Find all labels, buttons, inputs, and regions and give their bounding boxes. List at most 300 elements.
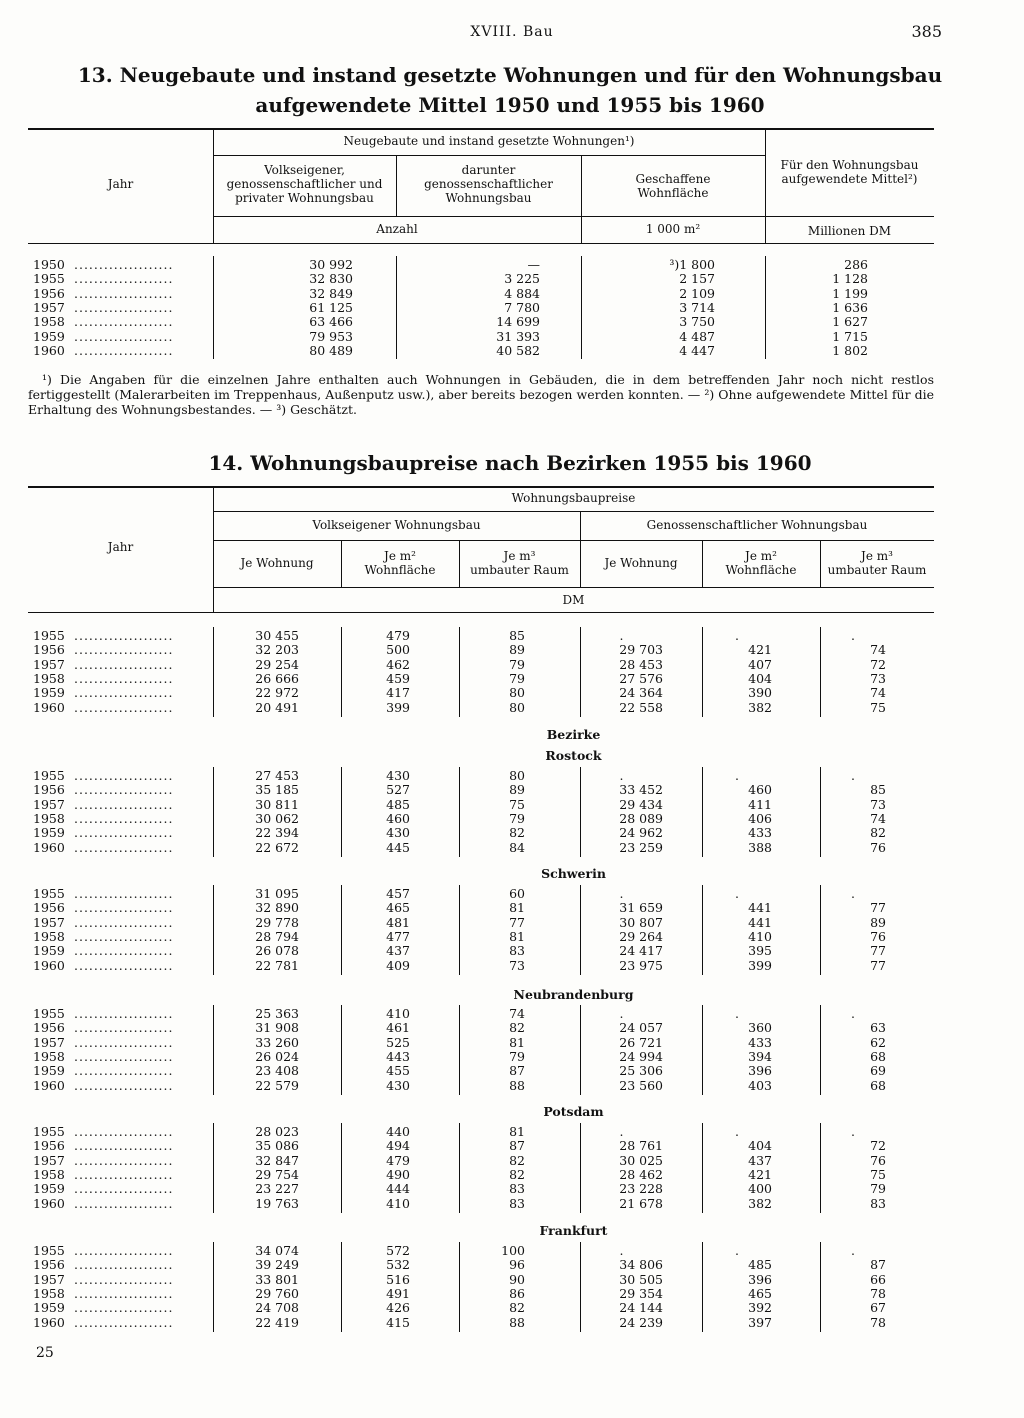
table14-year: 1960	[33, 839, 65, 855]
table14-volk-je-m2: 532	[386, 1257, 410, 1273]
table14-volk-je-wohnung: 22 781	[255, 957, 299, 973]
table14-gen-je-wohnung: 28 453	[619, 656, 663, 672]
table14-leader-dots: ....................	[74, 642, 174, 658]
table14-volk-je-wohnung: 39 249	[255, 1257, 299, 1273]
table14-gen-je-m2: 485	[748, 1257, 772, 1273]
table14-gen-je-m3: .	[851, 768, 855, 783]
table14-leader-dots: ....................	[74, 1285, 174, 1301]
table14-volk-je-m3: 80	[509, 699, 525, 715]
table13-col2-value: 14 699	[496, 314, 540, 330]
table14-head-je-wohnung-v: Je Wohnung	[240, 556, 314, 570]
table14-volk-je-m2: 426	[386, 1300, 410, 1316]
table14-year: 1960	[33, 1314, 65, 1330]
table13-top-rule	[28, 128, 934, 130]
table14-gen-je-m3: 89	[870, 914, 886, 930]
table14-volk-je-m2: 462	[386, 656, 410, 672]
table14-year: 1958	[33, 670, 65, 686]
table13-col3-value: 3 750	[679, 314, 715, 330]
table14-year: 1958	[33, 928, 65, 944]
table14-gen-je-m2: 441	[748, 914, 772, 930]
table14-gen-je-m3: 82	[870, 825, 886, 841]
table14-year: 1956	[33, 642, 65, 658]
table14-year: 1960	[33, 1077, 65, 1093]
table14-head-gen: Genossenschaftlicher Wohnungsbau	[646, 518, 868, 532]
table14-volk-je-m2: 572	[386, 1243, 410, 1258]
table14-gen-je-wohnung: 30 505	[619, 1271, 663, 1287]
table14-volk-je-m2: 430	[386, 825, 410, 841]
table14-gen-je-wohnung: 33 452	[619, 782, 663, 798]
table14-year: 1959	[33, 943, 65, 959]
table14-gen-je-m2: 403	[748, 1077, 772, 1093]
table14-volk-je-m2: 485	[386, 796, 410, 812]
table14-volk-je-m3: 81	[509, 1034, 525, 1050]
table14-gen-je-m2: 390	[748, 685, 772, 701]
table13-unit-dm: Millionen DM	[807, 224, 892, 238]
table14-gen-je-m2: 406	[748, 810, 772, 826]
table13-col4-value: 1 636	[832, 299, 868, 315]
table14-volk-je-wohnung: 29 754	[255, 1166, 299, 1182]
table14-volk-je-wohnung: 28 023	[255, 1124, 299, 1139]
table14-gen-je-m3: 75	[870, 1166, 886, 1182]
table14-gen-je-wohnung: .	[619, 628, 624, 643]
table14-year: 1956	[33, 1257, 65, 1273]
table13-leader-dots: ....................	[74, 328, 174, 344]
table14-leader-dots: ....................	[74, 1006, 174, 1021]
table14-gen-je-m3: 63	[870, 1020, 886, 1036]
table14-head-volk: Volkseigener Wohnungsbau	[312, 518, 481, 532]
table14-volk-je-m3: 77	[509, 914, 525, 930]
table14-year: 1957	[33, 656, 65, 672]
table14-bezirk-name: Potsdam	[543, 1104, 604, 1119]
table14-year: 1957	[33, 1034, 65, 1050]
page-number: 385	[911, 22, 942, 41]
table14-year: 1956	[33, 1020, 65, 1036]
table14-volk-je-wohnung: 26 024	[255, 1048, 299, 1064]
table14-gen-je-m2: .	[735, 628, 739, 643]
table14-gen-je-wohnung: 31 659	[619, 900, 663, 916]
running-header: XVIII. Bau	[470, 24, 554, 40]
table14-gen-je-m3: 73	[870, 670, 886, 686]
table14-gen-je-m2: 399	[748, 957, 772, 973]
table14-gen-je-m3: 74	[870, 810, 886, 826]
table14-gen-je-m3: .	[851, 628, 855, 643]
table14-volk-je-wohnung: 25 363	[255, 1006, 299, 1021]
table14-volk-je-m2: 494	[386, 1138, 410, 1154]
table14-volk-je-wohnung: 29 778	[255, 914, 299, 930]
table14-volk-je-wohnung: 32 847	[255, 1152, 299, 1168]
table14-volk-je-m3: 82	[509, 1152, 525, 1168]
table14-gen-je-wohnung: .	[619, 1124, 624, 1139]
table14-volk-je-wohnung: 31 908	[255, 1020, 299, 1036]
table14-gen-je-m3: 67	[870, 1300, 886, 1316]
table14-volk-je-m3: 88	[509, 1314, 525, 1330]
table14-year: 1957	[33, 914, 65, 930]
table14-gen-je-wohnung: 30 025	[619, 1152, 663, 1168]
table14-gen-je-wohnung: 29 354	[619, 1285, 663, 1301]
table14-volk-je-m3: 79	[509, 810, 525, 826]
table14-leader-dots: ....................	[74, 1271, 174, 1287]
table14-gen-je-m3: 73	[870, 796, 886, 812]
table14-gen-je-m2: 396	[748, 1271, 772, 1287]
table14-volk-je-m2: 477	[386, 928, 410, 944]
table14-year: 1960	[33, 957, 65, 973]
table14-head-jahr: Jahr	[107, 540, 134, 554]
table13-leader-dots: ....................	[74, 271, 174, 287]
table14-gen-je-m3: 85	[870, 782, 886, 798]
table14-leader-dots: ....................	[74, 928, 174, 944]
table14-leader-dots: ....................	[74, 1314, 174, 1330]
table14-leader-dots: ....................	[74, 1257, 174, 1273]
table14-gen-je-m3: 62	[870, 1034, 886, 1050]
table14-volk-je-wohnung: 27 453	[255, 768, 299, 783]
table14-year: 1959	[33, 1063, 65, 1079]
table14-volk-je-wohnung: 32 203	[255, 642, 299, 658]
footer-page-marker: 25	[36, 1345, 54, 1361]
table14-gen-je-m2: 396	[748, 1063, 772, 1079]
table14-volk-je-wohnung: 31 095	[255, 886, 299, 901]
table14-volk-je-m2: 461	[386, 1020, 410, 1036]
table14-year: 1957	[33, 1152, 65, 1168]
table13-col1-value: 61 125	[309, 299, 353, 315]
table14-year: 1958	[33, 810, 65, 826]
table14-leader-dots: ....................	[74, 1034, 174, 1050]
table14-gen-je-wohnung: 21 678	[619, 1195, 663, 1211]
table14-gen-je-m2: 360	[748, 1020, 772, 1036]
table14-year: 1959	[33, 825, 65, 841]
table14-volk-je-m3: 74	[509, 1006, 525, 1021]
table14-year: 1959	[33, 1300, 65, 1316]
table14-title: 14. Wohnungsbaupreise nach Bezirken 1955 bis 1960	[208, 451, 812, 475]
table14-volk-je-m2: 430	[386, 768, 410, 783]
table14-leader-dots: ....................	[74, 628, 174, 643]
table14-leader-dots: ....................	[74, 699, 174, 715]
table14-leader-dots: ....................	[74, 1243, 174, 1258]
table14-year: 1956	[33, 782, 65, 798]
table14-volk-je-m3: 82	[509, 825, 525, 841]
table14-volk-je-m3: 90	[509, 1271, 525, 1287]
table14-head-group: Wohnungsbaupreise	[511, 491, 636, 505]
table14-volk-je-m2: 430	[386, 1077, 410, 1093]
table14-gen-je-m3: 75	[870, 699, 886, 715]
table14-volk-je-m2: 409	[386, 957, 410, 973]
table14-gen-je-m2: 433	[748, 825, 772, 841]
table14-gen-je-m3: 79	[870, 1181, 886, 1197]
table14-volk-je-m2: 410	[386, 1195, 410, 1211]
table14-gen-je-m2: 421	[748, 642, 772, 658]
table13-col3-value: 2 109	[679, 285, 715, 301]
table14-gen-je-m3: 68	[870, 1048, 886, 1064]
table13-head-col1: Volkseigener, genossenschaftlicher und privater Wohnungsbau	[226, 163, 383, 205]
table13-col2-value: 31 393	[496, 328, 540, 344]
table14-volk-je-m2: 437	[386, 943, 410, 959]
table14-gen-je-m2: .	[735, 1006, 739, 1021]
table14-gen-je-m2: 465	[748, 1285, 772, 1301]
table13-head-col4: Für den Wohnungsbau aufgewendete Mittel²)	[780, 158, 919, 186]
table13-col2-value: 40 582	[496, 342, 540, 358]
table13-head-col2: darunter genossenschaftlicher Wohnungsbau	[424, 163, 553, 205]
table14-gen-je-m2: 460	[748, 782, 772, 798]
table14-volk-je-m3: 81	[509, 900, 525, 916]
table14-bezirk-name: Rostock	[545, 748, 602, 763]
table14-gen-je-m3: 77	[870, 957, 886, 973]
table13-unit-anzahl: Anzahl	[376, 222, 418, 236]
table13-head-group: Neugebaute und instand gesetzte Wohnungen¹)	[343, 134, 635, 148]
table14-gen-je-m2: 382	[748, 699, 772, 715]
table14-leader-dots: ....................	[74, 1152, 174, 1168]
table13-year: 1958	[33, 314, 65, 330]
table14-gen-je-wohnung: .	[619, 886, 624, 901]
table14-year: 1959	[33, 1181, 65, 1197]
table14-gen-je-wohnung: .	[619, 1006, 624, 1021]
table14-top-rule	[28, 486, 934, 488]
table14-bezirk-name: Frankfurt	[539, 1223, 608, 1238]
table14-gen-je-m2: 382	[748, 1195, 772, 1211]
table13-head-col3: Geschaffene Wohnfläche	[635, 172, 711, 200]
table14-year: 1955	[33, 1006, 65, 1021]
table14-volk-je-m2: 455	[386, 1063, 410, 1079]
table14-gen-je-wohnung: 29 264	[619, 928, 663, 944]
table14-year: 1958	[33, 1166, 65, 1182]
table14-volk-je-m2: 459	[386, 670, 410, 686]
table14-volk-je-m2: 479	[386, 1152, 410, 1168]
table13-year: 1956	[33, 285, 65, 301]
table14-volk-je-m2: 460	[386, 810, 410, 826]
table14-gen-je-m3: 74	[870, 642, 886, 658]
table13-col4-value: 1 128	[832, 271, 868, 287]
table14-bezirk-name: Schwerin	[541, 866, 606, 881]
table14-volk-je-m3: 82	[509, 1300, 525, 1316]
table14-volk-je-m2: 444	[386, 1181, 410, 1197]
table14-bezirke-label: Bezirke	[546, 727, 601, 742]
table14-volk-je-m3: 87	[509, 1138, 525, 1154]
table14-year: 1958	[33, 1285, 65, 1301]
table14-gen-je-m2: .	[735, 1243, 739, 1258]
table14-volk-je-m3: 100	[501, 1243, 525, 1258]
table14-gen-je-m2: 397	[748, 1314, 772, 1330]
table14-year: 1955	[33, 628, 65, 643]
table14-leader-dots: ....................	[74, 914, 174, 930]
table14-volk-je-m3: 87	[509, 1063, 525, 1079]
table13-col2-value: 7 780	[504, 299, 540, 315]
table13-col2-value: —	[527, 257, 540, 272]
table13-col1-value: 80 489	[309, 342, 353, 358]
table14-gen-je-wohnung: .	[619, 1243, 624, 1258]
table14-gen-je-wohnung: 24 057	[619, 1020, 663, 1036]
table14-volk-je-wohnung: 22 394	[255, 825, 299, 841]
table14-volk-je-m3: 79	[509, 1048, 525, 1064]
table14-gen-je-wohnung: 24 994	[619, 1048, 663, 1064]
table14-volk-je-wohnung: 24 708	[255, 1300, 299, 1316]
table14-gen-je-m2: 441	[748, 900, 772, 916]
table13-leader-dots: ....................	[74, 257, 174, 272]
table14-gen-je-wohnung: .	[619, 768, 624, 783]
table13-col3-value: ³)1 800	[669, 257, 715, 272]
table14-volk-je-wohnung: 30 811	[255, 796, 299, 812]
table14-volk-je-m2: 417	[386, 685, 410, 701]
table14-volk-je-m2: 491	[386, 1285, 410, 1301]
table14-volk-je-m2: 465	[386, 900, 410, 916]
table14-volk-je-m3: 89	[509, 642, 525, 658]
table14-leader-dots: ....................	[74, 1124, 174, 1139]
table14-year: 1955	[33, 768, 65, 783]
table13-year: 1959	[33, 328, 65, 344]
table13-year: 1955	[33, 271, 65, 287]
table14-head-je-m2-g: Je m² Wohnfläche	[725, 549, 797, 577]
table14-volk-je-m2: 445	[386, 839, 410, 855]
table14-volk-je-m2: 443	[386, 1048, 410, 1064]
table14-volk-je-m2: 410	[386, 1006, 410, 1021]
table14-leader-dots: ....................	[74, 685, 174, 701]
table13-col3-value: 4 487	[679, 328, 715, 344]
table14-volk-je-m3: 80	[509, 768, 525, 783]
table14-gen-je-m2: 411	[748, 796, 772, 812]
table14-volk-je-m3: 79	[509, 656, 525, 672]
table14-gen-je-m2: 433	[748, 1034, 772, 1050]
table14-gen-je-wohnung: 24 144	[619, 1300, 663, 1316]
table14-gen-je-wohnung: 24 364	[619, 685, 663, 701]
table14-gen-je-wohnung: 28 761	[619, 1138, 663, 1154]
table13-col3-value: 4 447	[679, 342, 715, 358]
table14-volk-je-m2: 479	[386, 628, 410, 643]
table14-gen-je-m3: 78	[870, 1314, 886, 1330]
table14-gen-je-m3: .	[851, 1006, 855, 1021]
table14-gen-je-m3: 76	[870, 839, 886, 855]
table14-volk-je-m3: 81	[509, 928, 525, 944]
table14-volk-je-m3: 88	[509, 1077, 525, 1093]
table14-gen-je-wohnung: 34 806	[619, 1257, 663, 1273]
table13-year: 1960	[33, 342, 65, 358]
table14-gen-je-wohnung: 23 560	[619, 1077, 663, 1093]
table14-gen-je-wohnung: 24 239	[619, 1314, 663, 1330]
table13-col1-value: 32 849	[309, 285, 353, 301]
table14-gen-je-m2: 400	[748, 1181, 772, 1197]
table14-head-je-m3-v: Je m³ umbauter Raum	[470, 549, 569, 577]
table14-head-je-m3-g: Je m³ umbauter Raum	[827, 549, 927, 577]
table14-gen-je-m3: 77	[870, 943, 886, 959]
table14-volk-je-wohnung: 30 455	[255, 628, 299, 643]
table14-leader-dots: ....................	[74, 796, 174, 812]
table14-gen-je-m3: .	[851, 1124, 855, 1139]
table13-leader-dots: ....................	[74, 342, 174, 358]
table14-gen-je-m3: .	[851, 1243, 855, 1258]
table14-gen-je-m3: 87	[870, 1257, 886, 1273]
table14-volk-je-wohnung: 29 254	[255, 656, 299, 672]
table14-gen-je-m3: 74	[870, 685, 886, 701]
table13-col1-value: 32 830	[309, 271, 353, 287]
table14-volk-je-wohnung: 19 763	[255, 1195, 299, 1211]
table14-gen-je-m2: 395	[748, 943, 772, 959]
table14-volk-je-wohnung: 23 408	[255, 1063, 299, 1079]
table14-volk-je-wohnung: 28 794	[255, 928, 299, 944]
table14-leader-dots: ....................	[74, 1077, 174, 1093]
table14-leader-dots: ....................	[74, 768, 174, 783]
table14-volk-je-m3: 80	[509, 685, 525, 701]
table14-volk-je-wohnung: 26 078	[255, 943, 299, 959]
table14-gen-je-wohnung: 28 462	[619, 1166, 663, 1182]
table13-title-line1: 13. Neugebaute und instand gesetzte Wohnungen und für den Wohnungsbau	[77, 63, 943, 87]
table14-volk-je-m3: 86	[509, 1285, 525, 1301]
table13-col4-value: 1 627	[832, 314, 868, 330]
table14-head-je-m2-v: Je m² Wohnfläche	[364, 549, 436, 577]
table14-volk-je-m2: 440	[386, 1124, 410, 1139]
table14-year: 1956	[33, 900, 65, 916]
table14-gen-je-m3: 76	[870, 1152, 886, 1168]
table14-volk-je-m2: 457	[386, 886, 410, 901]
table14-volk-je-m2: 525	[386, 1034, 410, 1050]
table14-volk-je-m2: 415	[386, 1314, 410, 1330]
table14-gen-je-m2: .	[735, 768, 739, 783]
table13-col4-value: 1 715	[832, 328, 868, 344]
table14-leader-dots: ....................	[74, 957, 174, 973]
table14-year: 1957	[33, 1271, 65, 1287]
table13-leader-dots: ....................	[74, 299, 174, 315]
table14-leader-dots: ....................	[74, 810, 174, 826]
table14-gen-je-wohnung: 24 962	[619, 825, 663, 841]
table14-volk-je-wohnung: 32 890	[255, 900, 299, 916]
table13-col1-value: 63 466	[309, 314, 353, 330]
table14-gen-je-m2: 388	[748, 839, 772, 855]
table14-leader-dots: ....................	[74, 1195, 174, 1211]
table14-gen-je-m2: 410	[748, 928, 772, 944]
table14-volk-je-m3: 85	[509, 628, 525, 643]
table13-leader-dots: ....................	[74, 285, 174, 301]
table14-volk-je-m3: 73	[509, 957, 525, 973]
table14-volk-je-m3: 83	[509, 1181, 525, 1197]
table14-gen-je-m3: 76	[870, 928, 886, 944]
table14-gen-je-wohnung: 29 434	[619, 796, 663, 812]
table14-year: 1955	[33, 1124, 65, 1139]
table14-leader-dots: ....................	[74, 670, 174, 686]
table13-col1-value: 79 953	[309, 328, 353, 344]
table14-volk-je-m3: 83	[509, 943, 525, 959]
table14-volk-je-m3: 83	[509, 1195, 525, 1211]
table14-gen-je-m2: .	[735, 1124, 739, 1139]
table13-title-line2: aufgewendete Mittel 1950 und 1955 bis 1960	[255, 93, 765, 117]
table14-gen-je-m3: 72	[870, 1138, 886, 1154]
table14-volk-je-m2: 481	[386, 914, 410, 930]
table14-volk-je-m2: 527	[386, 782, 410, 798]
table14-gen-je-m3: 72	[870, 656, 886, 672]
table13-footnote: ¹) Die Angaben für die einzelnen Jahre enthalten auch Wohnungen in Gebäuden, die in dem betreffenden Jahr noch nicht restlos fertiggestellt (Malerarbeiten im Treppenhaus, Außenputz usw.), aber bereits bezogen werden konnten. — ²) Ohne aufgewendete Mittel für die Erhaltung des Wohnungsbestandes. — ³) Geschätzt.	[28, 372, 934, 417]
table14-gen-je-m3: 69	[870, 1063, 886, 1079]
table14-gen-je-m2: 421	[748, 1166, 772, 1182]
table14-volk-je-wohnung: 33 260	[255, 1034, 299, 1050]
table14-gen-je-m2: 404	[748, 1138, 772, 1154]
table14-year: 1955	[33, 1243, 65, 1258]
table14-volk-je-m3: 81	[509, 1124, 525, 1139]
table14-unit-dm: DM	[562, 593, 585, 607]
table14-year: 1960	[33, 699, 65, 715]
table14-volk-je-wohnung: 22 419	[255, 1314, 299, 1330]
table14-leader-dots: ....................	[74, 1138, 174, 1154]
table13-year: 1950	[33, 257, 65, 272]
table14-leader-dots: ....................	[74, 1063, 174, 1079]
table14-gen-je-m3: 78	[870, 1285, 886, 1301]
table14-volk-je-wohnung: 20 491	[255, 699, 299, 715]
table14-gen-je-m2: 404	[748, 670, 772, 686]
table14-leader-dots: ....................	[74, 900, 174, 916]
table13-head-jahr: Jahr	[107, 177, 134, 191]
table13-col4-value: 1 199	[832, 285, 868, 301]
table14-gen-je-wohnung: 26 721	[619, 1034, 663, 1050]
table14-gen-je-wohnung: 23 975	[619, 957, 663, 973]
table14-leader-dots: ....................	[74, 1020, 174, 1036]
table14-volk-je-wohnung: 22 579	[255, 1077, 299, 1093]
table13-unit-m2: 1 000 m²	[645, 222, 701, 236]
table14-leader-dots: ....................	[74, 886, 174, 901]
table14-gen-je-m3: 77	[870, 900, 886, 916]
table14-volk-je-m3: 60	[509, 886, 525, 901]
